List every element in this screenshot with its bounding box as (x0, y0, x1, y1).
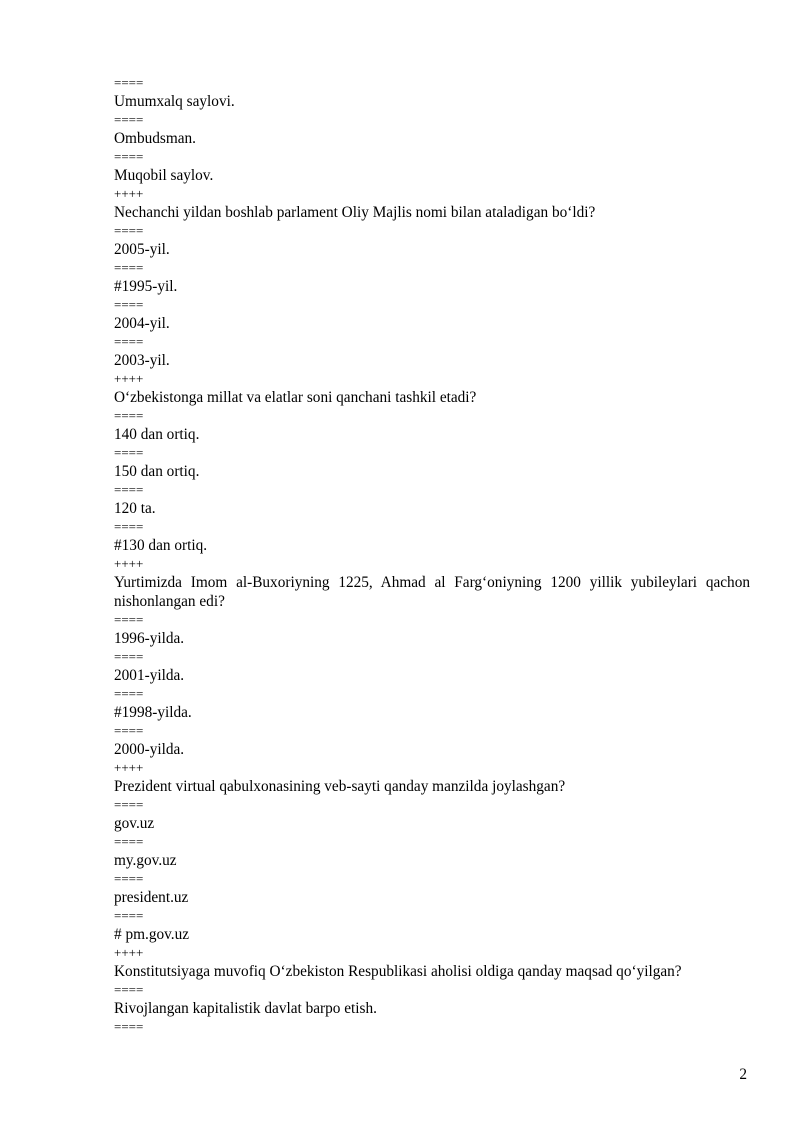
question-separator: ++++ (114, 762, 144, 774)
text-line: Ombudsman. (114, 130, 197, 147)
answer-separator: ==== (114, 651, 144, 663)
text-line: 2003-yil. (114, 352, 170, 369)
text-line: 2005-yil. (114, 241, 170, 258)
question-separator: ++++ (114, 373, 144, 385)
answer-separator: ==== (114, 299, 144, 311)
answer-separator: ==== (114, 262, 144, 274)
text-line: #130 dan ortiq. (114, 537, 208, 554)
text-line: #1998-yilda. (114, 704, 192, 721)
answer-separator: ==== (114, 225, 144, 237)
text-line: president.uz (114, 889, 189, 906)
answer-separator: ==== (114, 410, 144, 422)
text-line: Nechanchi yildan boshlab parlament Oliy Majlis nomi bilan ataladigan bo‘ldi? (114, 204, 596, 221)
answer-separator: ==== (114, 836, 144, 848)
answer-separator: ==== (114, 336, 144, 348)
text-line: Konstitutsiyaga muvofiq O‘zbekiston Respublikasi aholisi oldiga qanday maqsad qo‘yilgan? (114, 963, 682, 980)
text-line: 1996-yilda. (114, 630, 185, 647)
text-line: 150 dan ortiq. (114, 463, 200, 480)
text-line: my.gov.uz (114, 852, 177, 869)
answer-separator: ==== (114, 1021, 144, 1033)
answer-separator: ==== (114, 725, 144, 737)
text-line: 2004-yil. (114, 315, 170, 332)
text-line: gov.uz (114, 815, 155, 832)
page-number: 2 (739, 1066, 747, 1083)
answer-separator: ==== (114, 77, 144, 89)
text-line: #1995-yil. (114, 278, 178, 295)
answer-separator: ==== (114, 484, 144, 496)
answer-separator: ==== (114, 688, 144, 700)
text-line: # pm.gov.uz (114, 926, 190, 943)
answer-separator: ==== (114, 521, 144, 533)
text-line: Prezident virtual qabulxonasining veb-sayti qanday manzilda joylashgan? (114, 778, 566, 795)
document-body (114, 77, 750, 1033)
text-line: 140 dan ortiq. (114, 426, 200, 443)
question-separator: ++++ (114, 558, 144, 570)
text-line: Muqobil saylov. (114, 167, 214, 184)
question-separator: ++++ (114, 188, 144, 200)
text-line: 2001-yilda. (114, 667, 185, 684)
question-text: Yurtimizda Imom al-Buxoriyning 1225, Ahmad al Farg‘oniyning 1200 yillik yubileylari qachon nishonlangan edi? (114, 574, 750, 610)
text-line: 120 ta. (114, 500, 156, 517)
text-line: O‘zbekistonga millat va elatlar soni qanchani tashkil etadi? (114, 389, 477, 406)
answer-separator: ==== (114, 447, 144, 459)
answer-separator: ==== (114, 151, 144, 163)
answer-separator: ==== (114, 873, 144, 885)
answer-separator: ==== (114, 984, 144, 996)
text-line: Rivojlangan kapitalistik davlat barpo etish. (114, 1000, 377, 1017)
answer-separator: ==== (114, 114, 144, 126)
text-line: Umumxalq saylovi. (114, 93, 235, 110)
answer-separator: ==== (114, 799, 144, 811)
answer-separator: ==== (114, 910, 144, 922)
answer-separator: ==== (114, 614, 144, 626)
text-line: 2000-yilda. (114, 741, 185, 758)
question-separator: ++++ (114, 947, 144, 959)
